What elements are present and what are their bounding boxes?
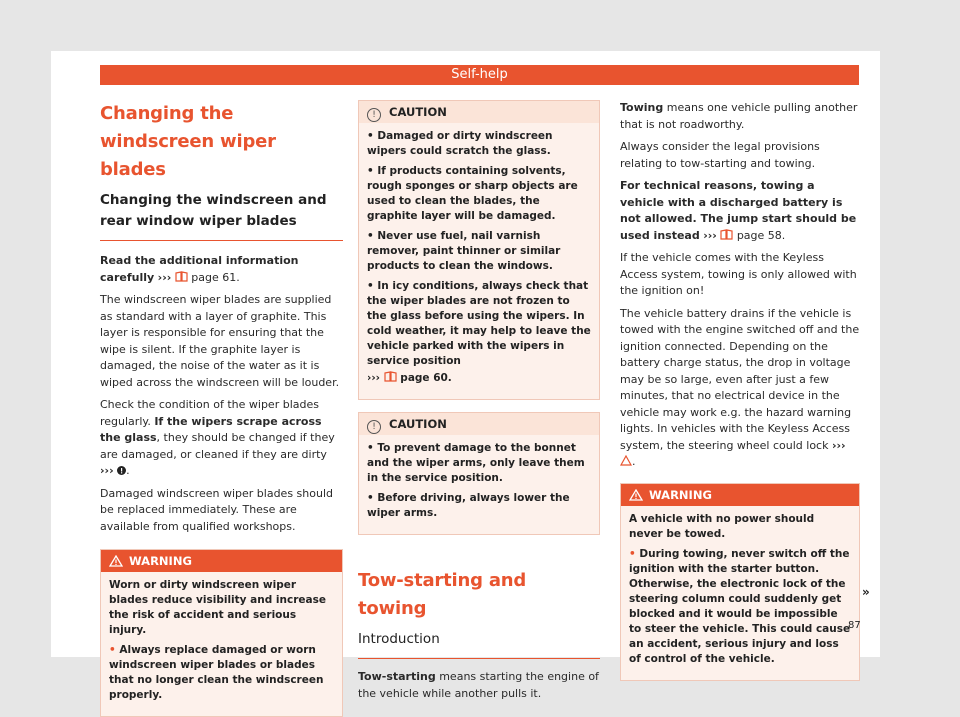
paragraph-replace: Damaged windscreen wiper blades should be replaced immediately. These are available from qualified workshops. <box>100 486 333 533</box>
paragraph-legal: Always consider the legal provisions relating to tow-starting and towing. <box>620 140 820 170</box>
technical-page-link[interactable]: page 58. <box>736 228 786 242</box>
tow-starting-bold: Tow-starting <box>358 670 436 683</box>
warning-title: WARNING <box>129 554 192 568</box>
info-icon: ! <box>367 108 381 122</box>
warning-box <box>100 549 343 717</box>
warning-item: • Always replace damaged or worn windscreen wiper blades or blades that no longer clean the windscreen properly. <box>109 643 334 703</box>
warning-intro: A vehicle with no power should never be towed. <box>629 512 815 540</box>
caution-item: • Never use fuel, nail varnish remover, paint thinner or similar products to clean the windows. <box>367 229 591 274</box>
paragraph-towing <box>620 100 860 133</box>
warning-body-right <box>621 506 859 680</box>
caution-body-1 <box>359 123 599 399</box>
warning-header <box>101 550 342 572</box>
caution-item: • If products containing solvents, rough sponges or sharp objects are used to clean the blades, the graphite layer will be damaged. <box>367 164 591 224</box>
ref-arrow: ››› <box>831 438 846 452</box>
towing-bold: Towing <box>620 101 664 114</box>
warning-intro: Worn or dirty windscreen wiper blades reduce visibility and increase the risk of accident and serious injury. <box>109 579 326 636</box>
technical-bold: For technical reasons, towing a vehicle with a discharged battery is not allowed. The jump start should be used instead <box>620 179 857 242</box>
caution-header-2 <box>359 413 599 435</box>
tow-subtitle: Introduction <box>358 629 600 659</box>
warning-item: • During towing, never switch off the ignition with the starter button. Otherwise, the electronic lock of the steering column could suddenly get blocked and it would be impossible to steer the vehicle. This could cause an accident, serious injury and loss of control of the vehicle. <box>629 547 851 667</box>
caution-page-link[interactable]: page 60. <box>400 372 452 384</box>
caution-item: • To prevent damage to the bonnet and the wiper arms, only leave them in the service position. <box>367 441 591 486</box>
read-more-page-link[interactable]: page 61. <box>191 270 240 284</box>
read-more-arrow: ››› <box>157 270 172 284</box>
caution-item: • Damaged or dirty windscreen wipers could scratch the glass. <box>367 129 591 159</box>
caution-box-1 <box>358 100 600 400</box>
battery-text: The vehicle battery drains if the vehicle is towed with the engine switched off and the ignition connected. Depending on the battery charge status, the drop in voltage may be so large, even after just a few minutes, that no electrical device in the vehicle may work e.g. the hazard warning lights. In vehicles with the Keyless Access system, the steering wheel could lock <box>620 306 860 452</box>
paragraph-tow-starting <box>358 669 600 702</box>
info-icon: ! <box>367 420 381 434</box>
caution-ref-icon <box>117 466 126 475</box>
ref-arrow: ››› <box>367 372 380 384</box>
tow-title: Tow-starting and towing <box>358 570 527 619</box>
warning-body <box>101 572 342 716</box>
caution-title-2: CAUTION <box>389 417 447 431</box>
caution-title-1: CAUTION <box>389 105 447 119</box>
warning-box-right <box>620 483 860 681</box>
warning-icon <box>629 489 643 501</box>
ref-arrow: ››› <box>703 228 717 242</box>
section-header: Self-help <box>100 65 859 85</box>
paragraph-battery: The vehicle battery drains if the vehicle is towed with the engine switched off and the ignition connected. Depending on the battery charge status, the drop in voltage may be so large, even after just a few minutes, that no electrical device in the vehicle may work e.g. the hazard warning lights. In vehicles with the Keyless Access system, the steering wheel could lock ››› . <box>620 306 860 468</box>
warning-icon <box>109 555 123 567</box>
caution-ref <box>367 371 591 386</box>
check-text: Check the condition of the wiper blades regularly. <box>100 398 319 428</box>
book-icon <box>175 271 188 282</box>
continue-mark: » <box>862 585 870 599</box>
caution-body-2 <box>359 435 599 534</box>
caution-item: • Before driving, always lower the wiper arms. <box>367 491 591 521</box>
paragraph-keyless: If the vehicle comes with the Keyless Access system, towing is only allowed with the ignition on! <box>620 251 857 297</box>
ref-arrow: ››› <box>100 464 114 477</box>
book-icon <box>720 229 733 240</box>
left-column <box>100 100 343 717</box>
subsection-title: Changing the windscreen and rear window wiper blades <box>100 190 343 241</box>
check-bold: If the wipers scrape across the glass <box>100 414 322 444</box>
page-number: 87 <box>848 620 861 631</box>
paragraph-check: Check the condition of the wiper blades regularly. If the wipers scrape across the glass, they should be changed if they are damaged, or cleaned if they are dirty ››› . <box>100 398 335 477</box>
caution-box-2 <box>358 412 600 535</box>
warning-title: WARNING <box>649 487 712 502</box>
paragraph-graphite: The windscreen wiper blades are supplied as standard with a layer of graphite. This layer is responsible for ensuring that the wipe is silent. If the graphite layer is damaged, the noise of the water as it is wiped across the windscreen will be louder. <box>100 293 340 389</box>
read-more <box>100 253 343 286</box>
warning-header-right <box>621 484 859 506</box>
middle-column <box>358 100 600 708</box>
warning-ref-icon <box>620 455 632 466</box>
paragraph-technical <box>620 178 860 244</box>
tow-starting-rest: means starting the engine of the vehicle while another pulls it. <box>358 670 599 700</box>
caution-header-1 <box>359 101 599 123</box>
page-title: Changing the windscreen wiper blades <box>100 103 276 180</box>
read-more-text: Read the additional information carefully <box>100 254 299 284</box>
book-icon <box>384 371 397 382</box>
towing-rest: means one vehicle pulling another that is not roadworthy. <box>620 101 858 131</box>
caution-item: • In icy conditions, always check that the wiper blades are not frozen to the glass before using the wipers. In cold weather, it may help to leave the vehicle parked with the wipers in service position <box>367 279 591 369</box>
right-column <box>620 100 860 681</box>
check-rest: , they should be changed if they are damaged, or cleaned if they are dirty <box>100 431 335 461</box>
